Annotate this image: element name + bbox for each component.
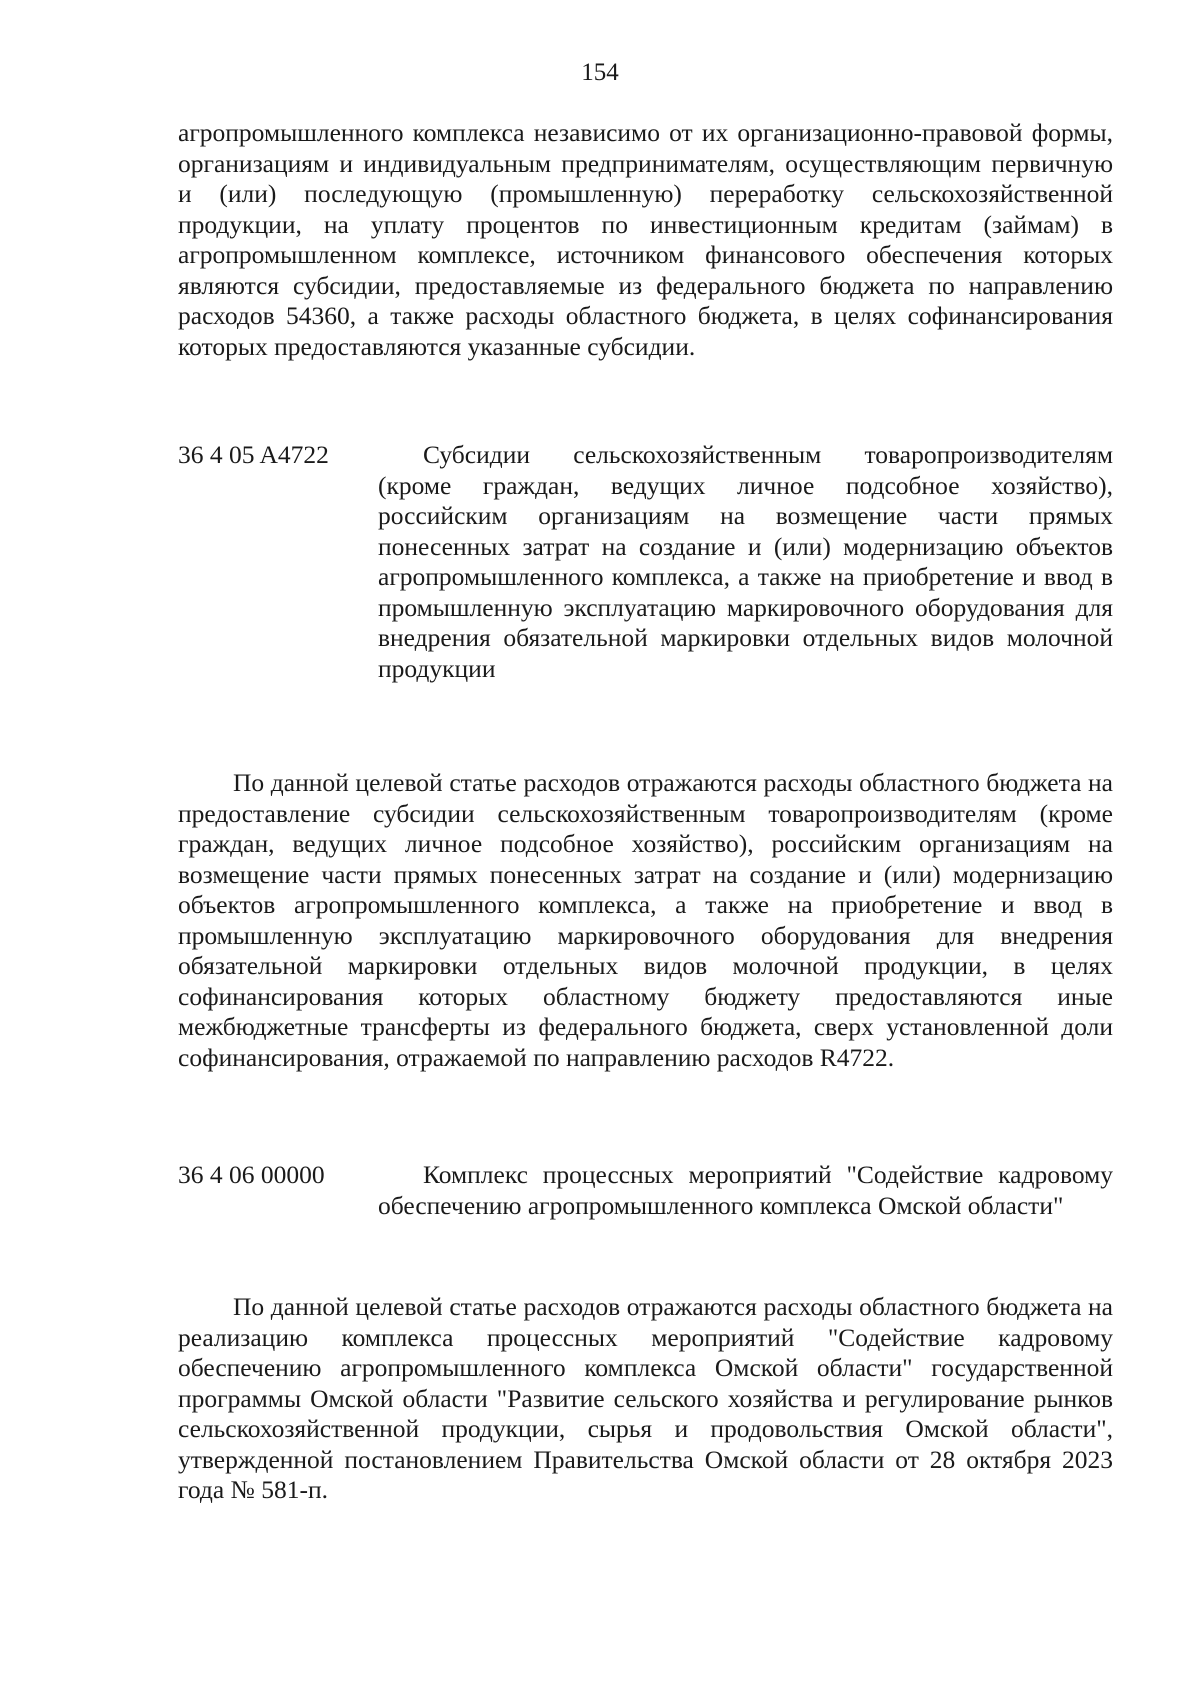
continued-paragraph bbox=[178, 118, 1113, 362]
explanatory-paragraph bbox=[178, 1292, 1113, 1506]
paragraph-text: По данной целевой статье расходов отражаются расходы областного бюджета на реализацию комплекса процессных мероприятий "Содействие кадровому обеспечению агропромышленного комплекса Омской области" государственной программы Омской области "Развитие сельского хозяйства и регулирование рынков сельскохозяйственной продукции, сырья и продовольствия Омской области", утвержденной постановлением Правительства Омской области от 28 октября 2023 года № 581-п. bbox=[178, 1292, 1113, 1504]
entry-title: Комплекс процессных мероприятий "Содействие кадровому обеспечению агропромышленного комплекса Омской области" bbox=[378, 1160, 1113, 1220]
paragraph-text: агропромышленного комплекса независимо от их организационно-правовой формы, организациям и индивидуальным предпринимателям, осуществляющим первичную и (или) последующую (промышленную) переработку сельскохозяйственной продукции, на уплату процентов по инвестиционным кредитам (займам) в агропромышленном комплексе, источником финансового обеспечения которых являются субсидии, предоставляемые из федерального бюджета по направлению расходов 54360, а также расходы областного бюджета, в целях софинансирования которых предоставляются указанные субсидии. bbox=[178, 118, 1113, 361]
explanatory-paragraph bbox=[178, 768, 1113, 1073]
entry-code: 36 4 06 00000 bbox=[178, 1160, 325, 1189]
page-number: 154 bbox=[581, 59, 619, 86]
paragraph-text: По данной целевой статье расходов отражаются расходы областного бюджета на предоставление субсидии сельскохозяйственным товаропроизводителям (кроме граждан, ведущих личное подсобное хозяйство), российским организациям на возмещение части прямых понесенных затрат на создание и (или) модернизацию объектов агропромышленного комплекса, а также на приобретение и ввод в промышленную эксплуатацию маркировочного оборудования для внедрения обязательной маркировки отдельных видов молочной продукции, в целях софинансирования которых областному бюджету предоставляются иные межбюджетные трансферты из федерального бюджета, сверх установленной доли софинансирования, отражаемой по направлению расходов R4722. bbox=[178, 768, 1113, 1072]
entry-title: Субсидии сельскохозяйственным товаропроизводителям (кроме граждан, ведущих личное подсобное хозяйство), российским организациям на возмещение части прямых понесенных затрат на создание и (или) модернизацию объектов агропромышленного комплекса, а также на приобретение и ввод в промышленную эксплуатацию маркировочного оборудования для внедрения обязательной маркировки отдельных видов молочной продукции bbox=[378, 440, 1113, 683]
entry-code: 36 4 05 A4722 bbox=[178, 440, 329, 469]
